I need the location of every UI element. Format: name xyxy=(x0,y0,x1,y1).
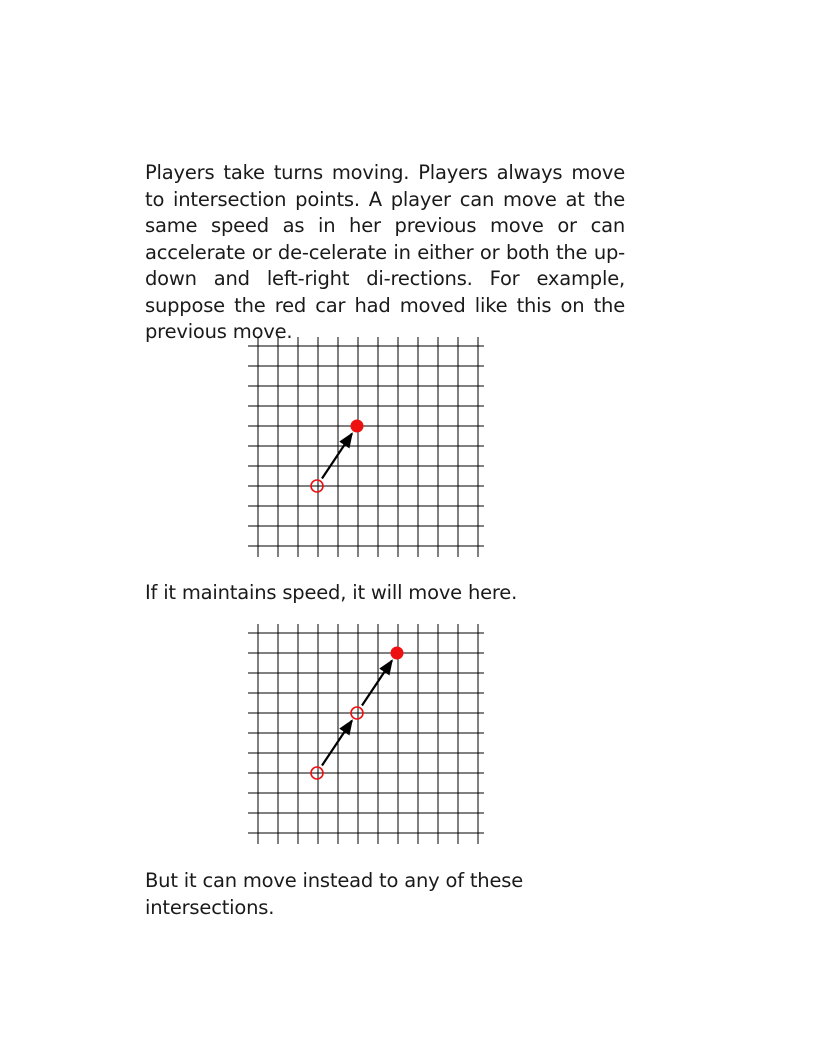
grid-lines xyxy=(248,337,484,559)
maintain-speed-paragraph: If it maintains speed, it will move here. xyxy=(145,581,518,604)
previous-move-diagram xyxy=(248,337,484,559)
alternatives-paragraph: But it can move instead to any of these intersections. xyxy=(145,869,524,919)
move-arrow xyxy=(322,433,352,478)
grid-lines xyxy=(248,624,484,846)
car-current-position xyxy=(351,420,364,433)
intro-paragraph: Players take turns moving. Players always move to intersection points. A player can move at the same speed as in her previous move or can accelerate or de-celerate in either or both the up-down and left-right di-rections. For example, suppose the red car had moved like this on the previous move. xyxy=(145,161,625,343)
move-arrow xyxy=(322,720,352,765)
move-arrow xyxy=(362,660,392,705)
car-current-position xyxy=(391,647,404,660)
maintain-speed-diagram xyxy=(248,624,484,846)
